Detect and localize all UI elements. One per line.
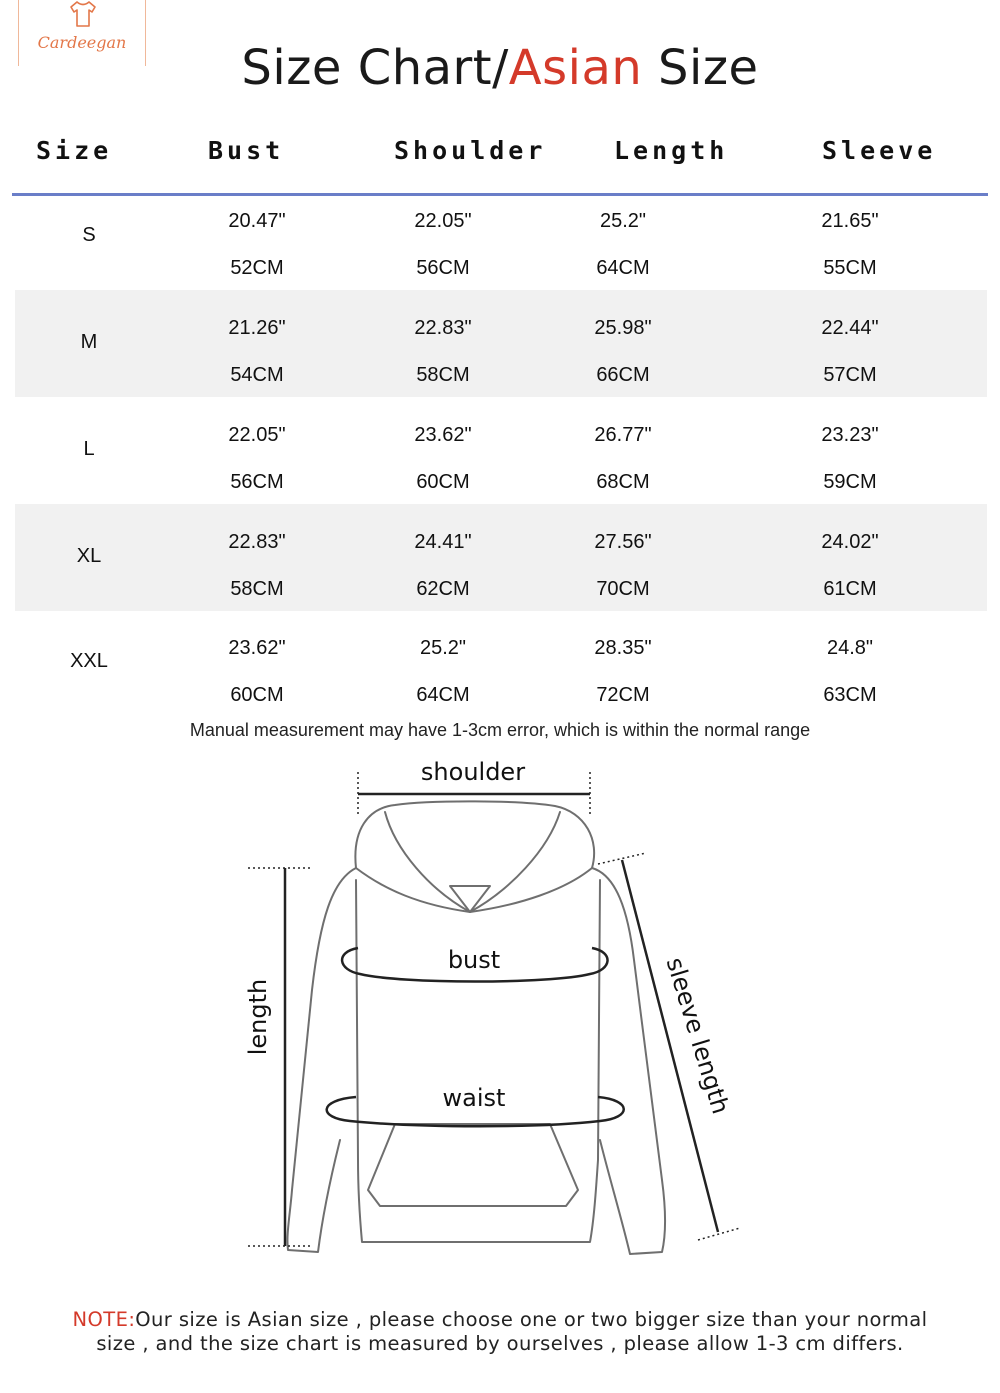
shoulder-inch: 22.83" [414, 317, 472, 339]
sleeve-inch: 22.44" [821, 317, 879, 339]
length-cm: 64CM [596, 257, 650, 279]
bust-cm: 52CM [230, 257, 284, 279]
length-cm: 66CM [596, 364, 650, 386]
sleeve-cm: 61CM [823, 578, 877, 600]
length-cm: 68CM [596, 471, 650, 493]
sleeve-inch: 24.02" [821, 531, 879, 553]
shoulder-inch: 24.41" [414, 531, 472, 553]
measurement-note: Manual measurement may have 1-3cm error, which is within the normal range [189, 720, 811, 740]
size-cell: XXL [70, 650, 108, 672]
table-header [12, 118, 988, 192]
bust-cm: 54CM [230, 364, 284, 386]
header-bust: Bust [208, 136, 285, 165]
length-inch: 28.35" [594, 637, 652, 659]
header-sleeve: Sleeve [822, 136, 937, 165]
header-length: Length [614, 136, 729, 165]
size-footnote [30, 1308, 970, 1356]
header-shoulder: Shoulder [394, 136, 547, 165]
sleeve-measure [598, 853, 740, 1240]
table-row [15, 183, 987, 290]
length-inch: 25.98" [594, 317, 652, 339]
sleeve-inch: 23.23" [821, 424, 879, 446]
shoulder-cm: 64CM [416, 684, 470, 706]
title-main: Size Chart/ [241, 40, 509, 96]
note-label: NOTE: [72, 1308, 136, 1331]
bust-inch: 20.47" [228, 210, 286, 232]
page-title [0, 40, 1000, 96]
bust-cm: 58CM [230, 578, 284, 600]
length-inch: 25.2" [599, 210, 647, 232]
size-cell: L [83, 438, 95, 460]
bust-cm: 56CM [230, 471, 284, 493]
bust-cm: 60CM [230, 684, 284, 706]
sleeve-inch: 24.8" [826, 637, 874, 659]
shoulder-cm: 60CM [416, 471, 470, 493]
sleeve-cm: 57CM [823, 364, 877, 386]
bust-inch: 21.26" [228, 317, 286, 339]
size-cell: M [80, 331, 98, 353]
table-row [15, 611, 987, 718]
shoulder-inch: 25.2" [419, 637, 467, 659]
waist-label: waist [442, 1084, 506, 1112]
note-line-2: size , and the size chart is measured by ourselves , please allow 1-3 cm differs. [96, 1332, 904, 1355]
length-label: length [244, 978, 272, 1056]
hoodie-diagram [0, 750, 1000, 1290]
sleeve-cm: 59CM [823, 471, 877, 493]
sleeve-inch: 21.65" [821, 210, 879, 232]
title-accent: Asian [508, 40, 643, 96]
sleeve-cm: 55CM [823, 257, 877, 279]
header-size: Size [36, 136, 113, 165]
shoulder-inch: 23.62" [414, 424, 472, 446]
sleeve-label: sleeve length [660, 954, 735, 1118]
length-inch: 26.77" [594, 424, 652, 446]
bust-inch: 23.62" [228, 637, 286, 659]
note-line-1: Our size is Asian size , please choose one or two bigger size than your normal [135, 1308, 928, 1331]
hoodie-outline [287, 801, 665, 1254]
length-measure [248, 868, 312, 1246]
length-cm: 70CM [596, 578, 650, 600]
length-cm: 72CM [596, 684, 650, 706]
sleeve-cm: 63CM [823, 684, 877, 706]
table-row [15, 504, 987, 611]
length-inch: 27.56" [594, 531, 652, 553]
brand-name: Cardeegan [37, 33, 127, 52]
size-cell: XL [76, 545, 102, 567]
shoulder-label: shoulder [420, 758, 526, 786]
bust-inch: 22.83" [228, 531, 286, 553]
t-shirt-icon [68, 0, 98, 28]
shoulder-inch: 22.05" [414, 210, 472, 232]
size-cell: S [82, 224, 96, 246]
bust-label: bust [447, 946, 501, 974]
shoulder-cm: 62CM [416, 578, 470, 600]
table-row [15, 397, 987, 504]
title-end: Size [642, 40, 759, 96]
bust-inch: 22.05" [228, 424, 286, 446]
table-row [15, 290, 987, 397]
shoulder-cm: 56CM [416, 257, 470, 279]
shoulder-cm: 58CM [416, 364, 470, 386]
